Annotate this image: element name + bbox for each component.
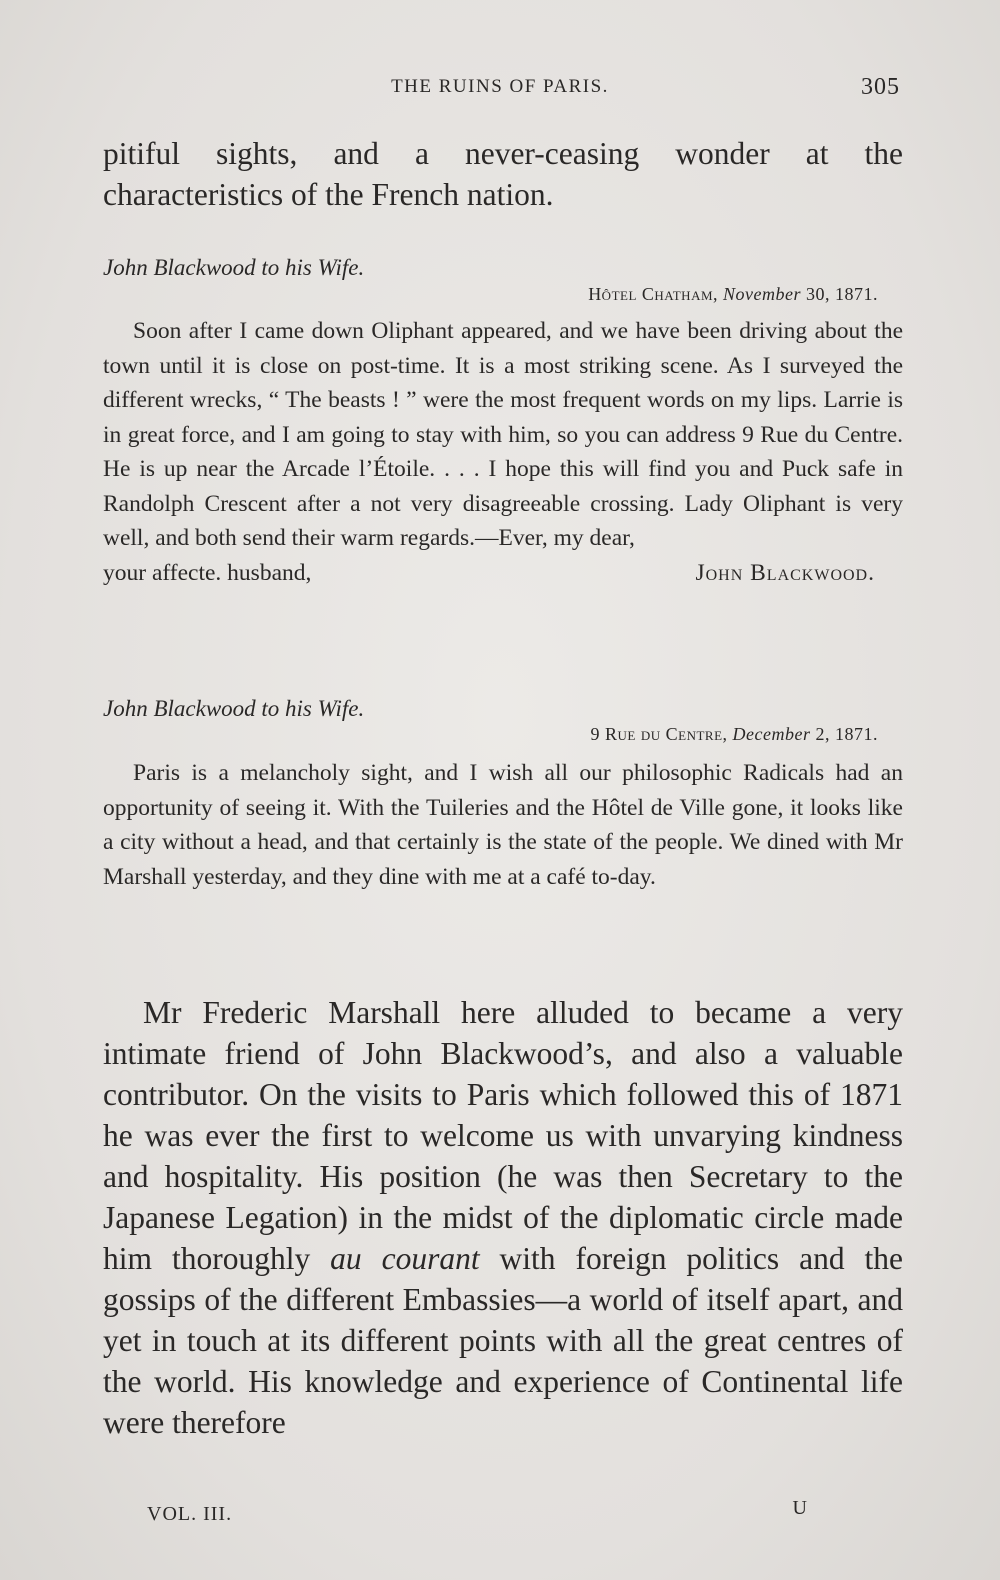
letter-2-heading: John Blackwood to his Wife. bbox=[103, 696, 365, 721]
volume-label: VOL. III. bbox=[147, 1503, 233, 1525]
letter-2-month: December bbox=[732, 724, 811, 744]
narrative-italic-phrase: au courant bbox=[330, 1241, 480, 1276]
narrative-paragraph bbox=[103, 992, 903, 1443]
letter-1-dateline bbox=[588, 284, 878, 305]
letter-1-heading: John Blackwood to his Wife. bbox=[103, 255, 365, 280]
letter-2-date: 2, 1871. bbox=[815, 724, 878, 744]
letter-1-place: Hôtel Chatham, bbox=[588, 284, 719, 304]
opening-paragraph bbox=[103, 133, 903, 215]
page-footer bbox=[147, 1497, 807, 1533]
letter-2-place: 9 Rue du Centre, bbox=[590, 724, 728, 744]
letter-1-signature: John Blackwood. bbox=[695, 559, 875, 586]
letter-1-signoff bbox=[103, 556, 903, 591]
letter-2-dateline bbox=[591, 724, 878, 745]
letter-1-month: November bbox=[723, 284, 801, 304]
running-title: THE RUINS OF PARIS. bbox=[391, 76, 609, 97]
letter-2-body bbox=[103, 756, 903, 894]
narrative-text bbox=[103, 992, 903, 1443]
narrative-part-1: Mr Frederic Marshall here alluded to became a very intimate friend of John Blackwood’s, and also a valuable contributor. On the visits to Paris which followed this of 1871 he was ever the first to welcome us with unvarying kindness and hospitality. His position (he was then Secretary to the Japanese Legation) in the midst of the diplomatic circle made him thoroughly bbox=[103, 995, 903, 1276]
opening-line-2: characteristics of the French nation. bbox=[103, 177, 554, 212]
letter-1-closing: your affecte. husband, bbox=[103, 559, 312, 586]
narrative-part-2: with foreign politics and the gossips of the different Embassies—a world of itself apart, and yet in touch at its different points with all the great centres of the world. His knowledge and experience of Continental life were therefore bbox=[103, 1241, 904, 1440]
opening-line-1: pitiful sights, and a never-ceasing wonder at the bbox=[103, 136, 903, 171]
running-header bbox=[100, 74, 900, 104]
letter-1-date: 30, 1871. bbox=[806, 284, 878, 304]
letter-1-body bbox=[103, 314, 903, 590]
letter-2-text: Paris is a melancholy sight, and I wish all our philosophic Radicals had an opportunity of seeing it. With the Tuileries and the Hôtel de Ville gone, it looks like a city without a head, and that certainly is the state of the people. We dined with Mr Marshall yesterday, and they dine with me at a café to-day. bbox=[103, 760, 903, 890]
letter-1-text: Soon after I came down Oliphant appeared, and we have been driving about the town until it is close on post-time. It is a most striking scene. As I surveyed the different wrecks, “ The beasts ! ” were the most frequent words on my lips. Larrie is in great force, and I am going to stay with him, so you can address 9 Rue du Centre. He is up near the Arcade l’Étoile. . . . I hope this will find you and Puck safe in Randolph Crescent after a not very disagreeable crossing. Lady Oliphant is very well, and both send their warm regards.—Ever, my dear, bbox=[103, 318, 903, 551]
signature-mark: U bbox=[792, 1497, 807, 1519]
page-number: 305 bbox=[861, 74, 900, 100]
